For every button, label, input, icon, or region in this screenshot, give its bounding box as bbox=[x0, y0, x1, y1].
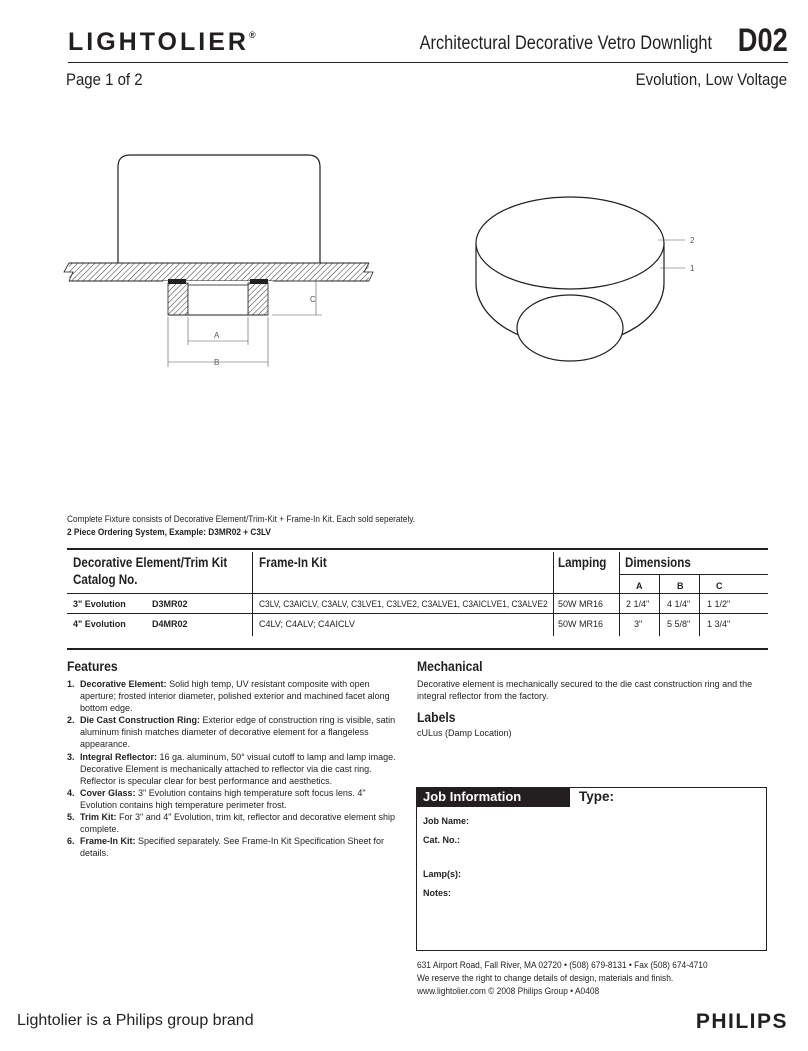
item-number: 4. bbox=[67, 787, 75, 798]
list-item bbox=[67, 678, 397, 714]
labels-text: cULus (Damp Location) bbox=[417, 728, 512, 738]
lamps-field[interactable]: Lamp(s): bbox=[423, 869, 461, 879]
page-number: Page 1 of 2 bbox=[66, 70, 143, 89]
item-label: Trim Kit: bbox=[80, 812, 117, 823]
labels-heading: Labels bbox=[417, 710, 456, 725]
table-cell: D3MR02 bbox=[152, 599, 188, 609]
item-number: 1. bbox=[67, 679, 75, 689]
features-section bbox=[67, 659, 123, 674]
mechanical-text: Decorative element is mechanically secured to the die cast construction ring and the integral reflector from the factory. bbox=[417, 679, 753, 701]
table-cell: 50W MR16 bbox=[558, 619, 604, 629]
mechanical-heading: Mechanical bbox=[417, 659, 483, 674]
table-top-rule bbox=[67, 548, 768, 550]
table-cell: 4" Evolution bbox=[73, 619, 126, 629]
dimension-b-label: B bbox=[214, 358, 220, 367]
list-item bbox=[67, 835, 397, 859]
lightolier-logo bbox=[68, 28, 256, 57]
features-heading: Features bbox=[67, 659, 118, 674]
perspective-view bbox=[476, 197, 685, 361]
job-name-field[interactable]: Job Name: bbox=[423, 816, 470, 826]
item-text: Exterior edge of construction ring is visible, satin aluminum finish matches diameter of decorative element for a flangeless appearance. bbox=[80, 715, 396, 750]
intro-text: Complete Fixture consists of Decorative Element/Trim-Kit + Frame-In Kit. Each sold seperately. bbox=[67, 514, 416, 524]
catalog-table bbox=[67, 552, 768, 650]
mechanical-section bbox=[417, 659, 490, 674]
list-item bbox=[67, 751, 397, 787]
item-number: 5. bbox=[67, 812, 75, 823]
item-label: Decorative Element: bbox=[80, 679, 167, 689]
brand-statement: Lightolier is a Philips group brand bbox=[17, 1012, 254, 1029]
rights-notice: We reserve the right to change details of design, materials and finish. bbox=[417, 973, 674, 983]
item-text: 16 ga. aluminum, 50° visual cutoff to lamp and lamp image. Decorative Element is mechanically attached to reflector via die cast ring. Reflector is specular clear for best performance and aesthetics. bbox=[80, 751, 396, 786]
header-frame-in-kit: Frame-In Kit bbox=[259, 555, 327, 570]
column-divider bbox=[553, 552, 554, 636]
column-divider bbox=[699, 574, 700, 636]
item-label: Die Cast Construction Ring: bbox=[80, 715, 201, 726]
item-number: 6. bbox=[67, 836, 75, 847]
row-divider bbox=[67, 593, 768, 594]
table-cell: 3" bbox=[634, 619, 643, 629]
dimension-a-label: A bbox=[214, 331, 220, 340]
table-bottom-rule bbox=[67, 648, 768, 650]
item-number: 2. bbox=[67, 715, 75, 726]
item-label: Frame-In Kit: bbox=[80, 836, 136, 847]
table-cell: C4LV; C4ALV; C4AICLV bbox=[259, 619, 355, 629]
table-cell: 50W MR16 bbox=[558, 599, 604, 609]
item-number: 3. bbox=[67, 751, 75, 762]
row-divider bbox=[67, 613, 768, 614]
table-cell: C3LV, C3AICLV, C3ALV, C3LVE1, C3LVE2, C3ALVE1, C3AICLVE1, C3ALVE2 bbox=[259, 599, 548, 609]
catalog-number-field[interactable]: Cat. No.: bbox=[423, 835, 460, 845]
fixture-drawing bbox=[60, 145, 780, 385]
table-cell: 3" Evolution bbox=[73, 599, 126, 609]
header-dimensions: Dimensions bbox=[625, 555, 691, 570]
callout-2: 2 bbox=[690, 236, 695, 245]
column-divider bbox=[252, 552, 253, 636]
product-code: D02 bbox=[738, 22, 788, 58]
registered-mark: ® bbox=[248, 30, 256, 40]
philips-logo: PHILIPS bbox=[695, 1010, 788, 1033]
header-trim-kit: Decorative Element/Trim Kit bbox=[73, 555, 228, 570]
features-list bbox=[67, 678, 397, 859]
list-item bbox=[67, 787, 397, 811]
item-text: Solid high temp, UV resistant composite with open aperture; frosted interior diameter, polished exterior and machined facet along bottom edge. bbox=[80, 679, 390, 714]
logo-text: LIGHTOLIER bbox=[68, 28, 249, 56]
header-dim-a: A bbox=[636, 581, 643, 591]
table-cell: 1 1/2" bbox=[707, 599, 731, 609]
header-dim-b: B bbox=[677, 581, 684, 591]
callout-1: 1 bbox=[690, 264, 695, 273]
column-divider bbox=[659, 574, 660, 636]
table-cell: 2 1/4" bbox=[626, 599, 650, 609]
dimension-c-label: C bbox=[310, 295, 316, 304]
table-cell: 1 3/4" bbox=[707, 619, 731, 629]
document-subtitle: Evolution, Low Voltage bbox=[635, 70, 787, 89]
job-information-title: Job Information bbox=[416, 787, 570, 807]
item-text: 3" Evolution contains high temperature soft focus lens. 4" Evolution contains high temperature perimeter frost. bbox=[80, 787, 366, 810]
row-divider bbox=[619, 574, 768, 575]
document-title: Architectural Decorative Vetro Downlight bbox=[419, 33, 712, 54]
ordering-example: 2 Piece Ordering System, Example: D3MR02 + C3LV bbox=[67, 527, 271, 537]
list-item bbox=[67, 714, 397, 750]
item-text: Specified separately. See Frame-In Kit Specification Sheet for details. bbox=[80, 836, 384, 859]
list-item bbox=[67, 811, 397, 835]
item-label: Cover Glass: bbox=[80, 787, 136, 798]
header-lamping: Lamping bbox=[558, 555, 607, 570]
header-dim-c: C bbox=[716, 581, 723, 591]
company-address: 631 Airport Road, Fall River, MA 02720 • (508) 679-8131 • Fax (508) 674-4710 bbox=[417, 960, 708, 970]
item-text: For 3" and 4" Evolution, trim kit, reflector and decorative element ship complete. bbox=[80, 812, 396, 835]
column-divider bbox=[619, 552, 620, 636]
website-copyright: www.lightolier.com © 2008 Philips Group • A0408 bbox=[417, 986, 600, 996]
table-cell: 4 1/4" bbox=[667, 599, 691, 609]
header-rule bbox=[68, 62, 788, 63]
item-label: Integral Reflector: bbox=[80, 751, 158, 762]
type-field[interactable]: Type: bbox=[579, 789, 615, 804]
table-cell: D4MR02 bbox=[152, 619, 188, 629]
table-cell: 5 5/8" bbox=[667, 619, 691, 629]
job-information-box bbox=[416, 787, 767, 951]
notes-field[interactable]: Notes: bbox=[423, 888, 452, 898]
labels-section bbox=[417, 710, 460, 725]
header-catalog-no: Catalog No. bbox=[73, 572, 138, 587]
